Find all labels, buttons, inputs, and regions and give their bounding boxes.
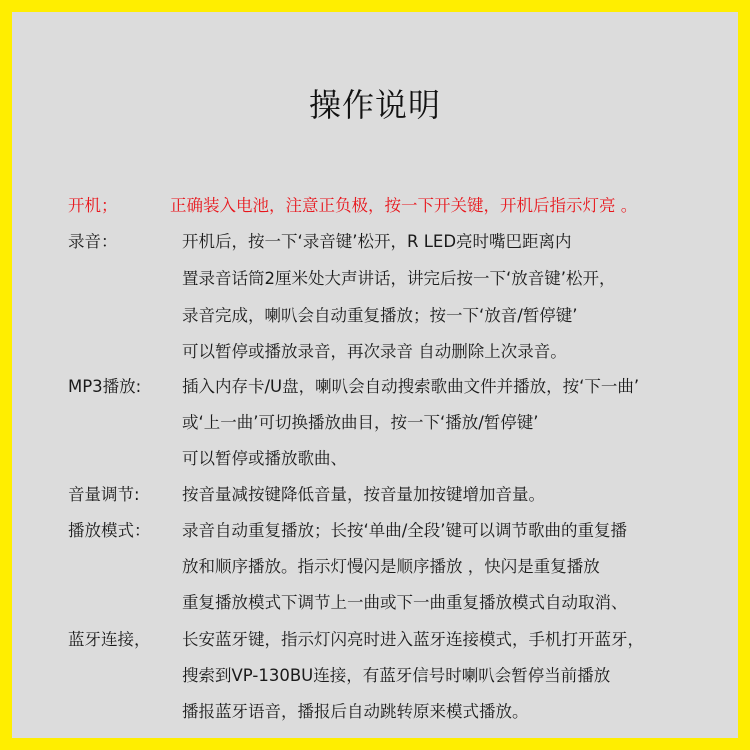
section-label-power: 开机； bbox=[68, 196, 118, 215]
section-text-mp3-1: 插入内存卡/U盘，喇叭会自动搜索歌曲文件并播放，按‘下一曲’ bbox=[182, 377, 640, 396]
section-text-bluetooth-3: 播报蓝牙语音，播报后自动跳转原来模式播放。 bbox=[182, 702, 529, 721]
section-label-mp3: MP3播放: bbox=[68, 377, 142, 396]
section-text-power-1: 正确装入电池，注意正负极，按一下开关键，开机后指示灯亮 。 bbox=[170, 196, 638, 215]
section-text-record-1: 开机后，按一下‘录音键’松开，R LED亮时嘴巴距离内 bbox=[182, 232, 572, 251]
section-text-mp3-3: 可以暂停或播放歌曲、 bbox=[182, 449, 347, 468]
section-text-bluetooth-2: 搜索到VP-130BU连接，有蓝牙信号时喇叭会暂停当前播放 bbox=[182, 666, 611, 685]
section-text-play-mode-2: 放和顺序播放。指示灯慢闪是顺序播放 ，快闪是重复播放 bbox=[182, 557, 600, 576]
section-text-volume-1: 按音量减按键降低音量，按音量加按键增加音量。 bbox=[182, 485, 545, 504]
section-text-record-2: 置录音话筒2厘米处大声讲话，讲完后按一下‘放音键’松开， bbox=[182, 269, 616, 288]
section-text-mp3-2: 或‘上一曲’可切换播放曲目，按一下‘播放/暂停键’ bbox=[182, 413, 539, 432]
section-label-play-mode: 播放模式： bbox=[68, 521, 151, 540]
section-text-play-mode-3: 重复播放模式下调节上一曲或下一曲重复播放模式自动取消、 bbox=[182, 593, 628, 612]
section-label-record: 录音： bbox=[68, 232, 118, 251]
section-text-record-4: 可以暂停或播放录音，再次录音 自动删除上次录音。 bbox=[182, 342, 567, 361]
section-text-record-3: 录音完成，喇叭会自动重复播放；按一下‘放音/暂停键’ bbox=[182, 306, 578, 325]
section-text-bluetooth-1: 长安蓝牙键，指示灯闪亮时进入蓝牙连接模式，手机打开蓝牙， bbox=[182, 630, 644, 649]
section-label-bluetooth: 蓝牙连接， bbox=[68, 630, 151, 649]
section-label-volume: 音量调节: bbox=[68, 485, 140, 504]
section-text-play-mode-1: 录音自动重复播放；长按‘单曲/全段’键可以调节歌曲的重复播 bbox=[182, 521, 628, 540]
page-title: 操作说明 bbox=[308, 86, 441, 124]
